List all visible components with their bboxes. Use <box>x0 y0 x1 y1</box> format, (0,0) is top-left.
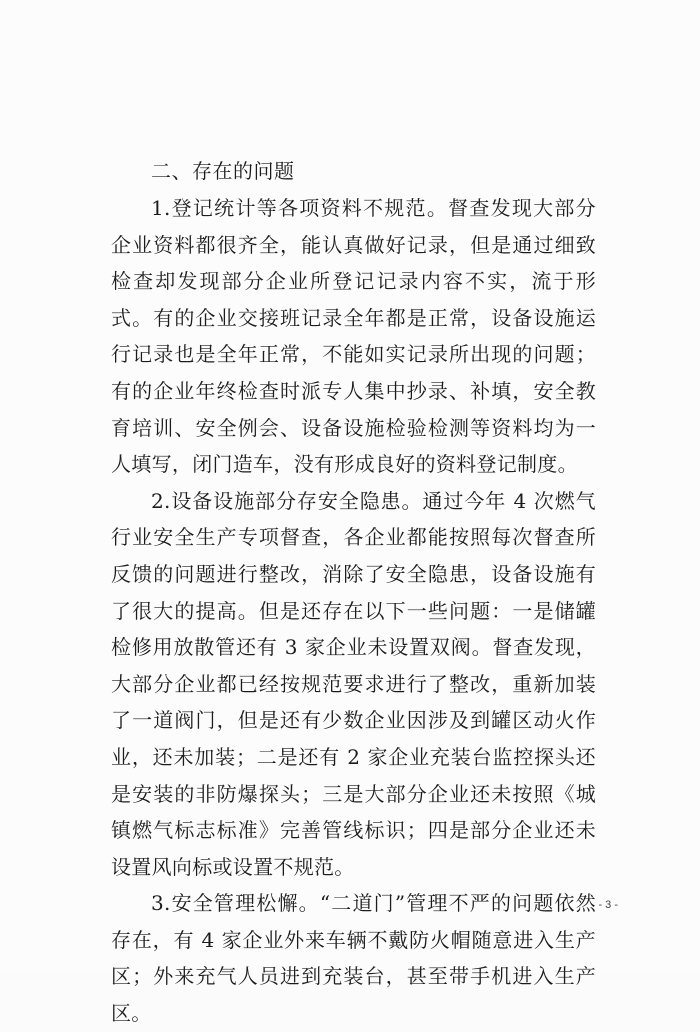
section-heading: 二、存在的问题 <box>151 159 295 183</box>
paragraph-1 <box>111 190 596 483</box>
paragraph-3-lead: 3.安全管理松懈。 <box>151 891 320 916</box>
paragraph-1-body: 督查发现大部分企业资料都很齐全，能认真做好记录，但是通过细致检查却发现部分企业所登记记录内容不实，流于形式。有的企业交接班记录全年都是正常，设备设施运行记录也是全年正常，不能如实记录所出现的问题；有的企业年终检查时派专人集中抄录、补填，安全教育培训、安全例会、设备设施检验检测等资料均为一人填写，闭门造车，没有形成良好的资料登记制度。 <box>111 196 596 477</box>
document-body <box>111 152 596 1032</box>
paragraph-1-lead: 1.登记统计等各项资料不规范。 <box>151 196 449 220</box>
paragraph-3-body: “二道门”管理不严的问题依然存在，有 4 家企业外来车辆不戴防火帽随意进入生产区；外来充气人员进到充装台，甚至带手机进入生产区。 <box>111 891 596 1026</box>
paragraph-2 <box>111 483 596 886</box>
paragraph-3 <box>111 885 596 1031</box>
page-number: - 3 - <box>598 899 618 911</box>
paragraph-2-lead: 2.设备设施部分存安全隐患。 <box>151 488 423 513</box>
paragraph-2-body: 通过今年 4 次燃气行业安全生产专项督查，各企业都能按照每次督查所反馈的问题进行整改，消除了安全隐患，设备设施有了很大的提高。但是还存在以下一些问题：一是储罐检修用放散管还有 3 家企业未设置双阀。督查发现，大部分企业都已经按规范要求进行了整改，重新加装了一道阀门，但是还有少数企业因涉及到罐区动火作业，还未加装；二是还有 2 家企业充装台监控探头还是安装的非防爆探头；三是大部分企业还未按照《城镇燃气标志标准》完善管线标识；四是部分企业还未设置风向标或设置不规范。 <box>111 488 596 879</box>
